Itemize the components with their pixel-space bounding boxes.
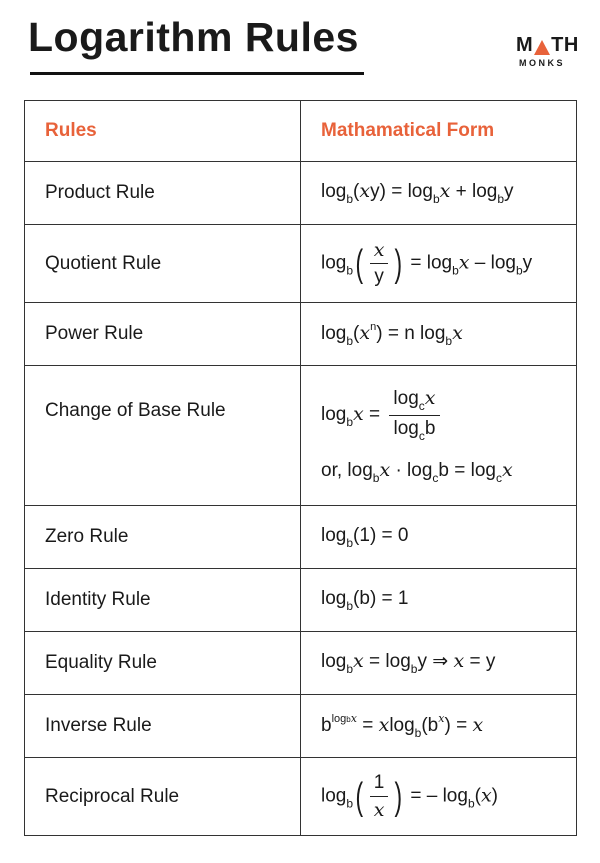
rule-name: Zero Rule (25, 506, 301, 569)
formula-equality: $\log_bx = \log_by$ ⇒ x = y (301, 632, 577, 695)
table-row (25, 303, 577, 366)
table-row (25, 632, 577, 695)
rule-name: Quotient Rule (25, 225, 301, 303)
formula-identity: $\log_b(b) = 1$ (301, 569, 577, 632)
rule-name: Change of Base Rule (25, 366, 301, 506)
formula-quotient: $\log_b$( $\frac{x}{y}$ ) = $\log_bx - \log_by$ (301, 225, 577, 303)
rule-name: Equality Rule (25, 632, 301, 695)
logo-letter-m: M (516, 34, 534, 56)
title-underline (30, 72, 364, 75)
table-row (25, 695, 577, 758)
page-title: Logarithm Rules (28, 14, 359, 60)
table-row (25, 758, 577, 836)
table-header-row (25, 101, 577, 162)
table-row (25, 366, 577, 506)
table-row (25, 162, 577, 225)
header-form: Mathamatical Form (301, 101, 577, 162)
logo-letters-th: TH (551, 34, 579, 56)
logo-triangle-icon (534, 40, 550, 55)
formula-change-of-base: $\log_bx$ = $\frac{\log_cx}{\log_cb}$ or, $\log_bx \cdot \log_cb = \log_cx$ (301, 366, 577, 506)
table-row (25, 225, 577, 303)
rule-name: Power Rule (25, 303, 301, 366)
rule-name: Inverse Rule (25, 695, 301, 758)
formula-power: $\log_b(x^n) = n$ $\log_bx$ (301, 303, 577, 366)
rule-name: Identity Rule (25, 569, 301, 632)
formula-reciprocal: $\log_b$( $\frac{1}{x}$ ) = – $\log_b(x)$ (301, 758, 577, 836)
rule-name: Product Rule (25, 162, 301, 225)
rules-table (24, 100, 577, 836)
formula-zero: $\log_b(1) = 0$ (301, 506, 577, 569)
mathmonks-logo (516, 34, 580, 68)
rule-name: Reciprocal Rule (25, 758, 301, 836)
table-row (25, 569, 577, 632)
header-rules: Rules (25, 101, 301, 162)
formula-product: $\log_b(xy) = \log_bx + \log_by$ (301, 162, 577, 225)
logo-subtitle: MONKS (519, 58, 565, 68)
formula-inverse: $b^{logbx} = xlog_b(b^x) = x$ (301, 695, 577, 758)
table-row (25, 506, 577, 569)
